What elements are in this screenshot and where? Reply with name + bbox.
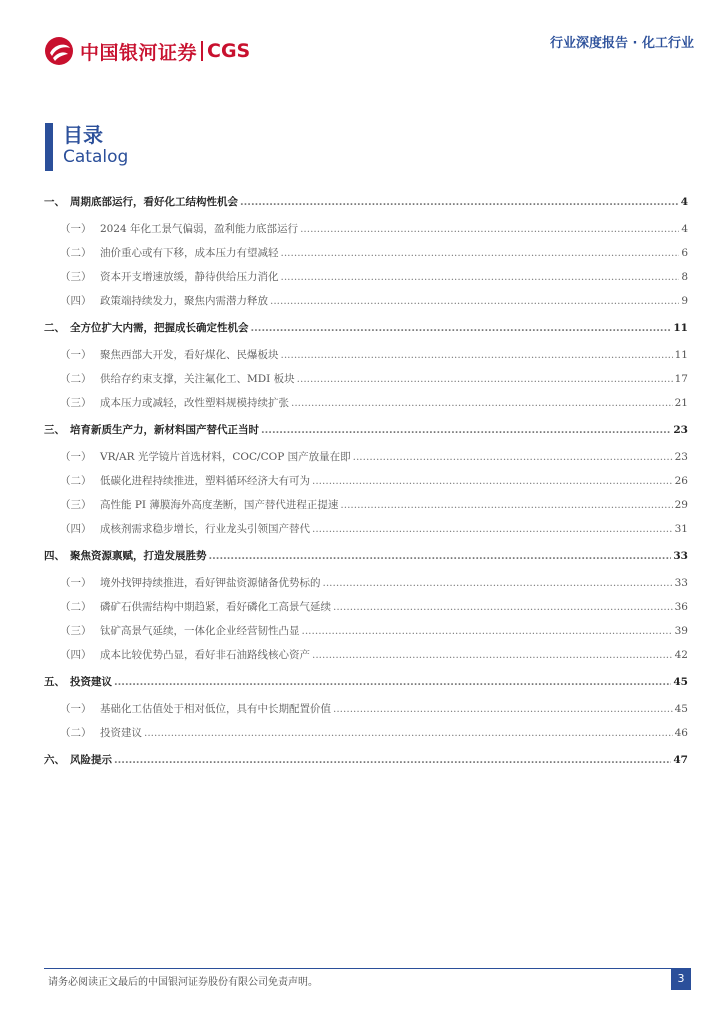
- toc-entry-page: 23: [673, 424, 688, 436]
- toc-entry-title: 周期底部运行，看好化工结构性机会: [70, 196, 238, 208]
- toc-dot-leader: [323, 572, 673, 594]
- toc-entry-number: （一）: [60, 451, 92, 463]
- brand-name-cn: 中国银河证券: [80, 41, 198, 64]
- toc-entry-title: 境外找钾持续推进，看好钾盐资源储备优势标的: [100, 577, 321, 589]
- toc-entry-number: （一）: [60, 703, 92, 715]
- toc-entry-title: 成本比较优势凸显，看好非石油路线核心资产: [100, 649, 310, 661]
- toc-entry-title: 基础化工估值处于相对低位，具有中长期配置价值: [100, 703, 331, 715]
- toc-entry-page: 23: [674, 451, 688, 463]
- toc-entry-title: 2024 年化工景气偏弱，盈利能力底部运行: [100, 223, 299, 235]
- brand-divider: [201, 41, 203, 61]
- toc-section-entry[interactable]: [44, 470, 688, 494]
- toc-entry-page: 6: [681, 247, 688, 259]
- toc-entry-page: 4: [680, 196, 688, 208]
- toc-dot-leader: [312, 644, 673, 666]
- toc-section-entry[interactable]: [44, 218, 688, 242]
- toc-dot-leader: [291, 392, 673, 414]
- toc-dot-leader: [240, 192, 679, 212]
- toc-entry-number: 四、: [44, 550, 65, 562]
- toc-section-entry[interactable]: [44, 698, 688, 722]
- toc-entry-number: 六、: [44, 754, 65, 766]
- toc-entry-page: 21: [674, 397, 688, 409]
- toc-entry-title: 钛矿高景气延续，一体化企业经营韧性凸显: [100, 625, 300, 637]
- footer-rule: [44, 968, 680, 969]
- toc-section-entry[interactable]: [44, 344, 688, 368]
- toc-entry-number: （四）: [60, 523, 92, 535]
- toc-section-entry[interactable]: [44, 392, 688, 416]
- toc-section-entry[interactable]: [44, 266, 688, 290]
- toc-dot-leader: [144, 722, 673, 744]
- cgs-logo-icon: [44, 36, 74, 66]
- toc-entry-title: 成本压力或减轻，改性塑料规模持续扩张: [100, 397, 289, 409]
- toc-entry-title: 低碳化进程持续推进，塑料循环经济大有可为: [100, 475, 310, 487]
- toc-entry-page: 29: [674, 499, 688, 511]
- toc-chapter-entry[interactable]: [44, 318, 688, 344]
- toc-entry-title: 风险提示: [70, 754, 112, 766]
- toc-entry-page: 11: [673, 322, 688, 334]
- toc-section-entry[interactable]: [44, 446, 688, 470]
- report-type-label: 行业深度报告 · 化工行业: [550, 36, 694, 51]
- toc-entry-title: 磷矿石供需结构中期趋紧，看好磷化工高景气延续: [100, 601, 331, 613]
- toc-section-entry[interactable]: [44, 290, 688, 314]
- toc-entry-title: 投资建议: [100, 727, 142, 739]
- table-of-contents: [44, 188, 688, 776]
- toc-section-entry[interactable]: [44, 242, 688, 266]
- toc-dot-leader: [114, 750, 671, 770]
- toc-entry-title: 资本开支增速放缓，静待供给压力消化: [100, 271, 279, 283]
- toc-entry-page: 47: [673, 754, 688, 766]
- toc-chapter-entry[interactable]: [44, 750, 688, 776]
- toc-entry-page: 11: [674, 349, 688, 361]
- toc-dot-leader: [209, 546, 672, 566]
- toc-entry-title: 高性能 PI 薄膜海外高度垄断，国产替代进程正提速: [100, 499, 339, 511]
- footer-disclaimer: 请务必阅读正文最后的中国银河证券股份有限公司免责声明。: [48, 977, 318, 988]
- toc-entry-number: （四）: [60, 649, 92, 661]
- toc-section-entry[interactable]: [44, 368, 688, 392]
- toc-entry-number: （三）: [60, 397, 92, 409]
- toc-entry-number: 五、: [44, 676, 65, 688]
- toc-dot-leader: [333, 596, 673, 618]
- toc-entry-number: （二）: [60, 475, 92, 487]
- toc-dot-leader: [297, 368, 673, 390]
- toc-entry-page: 33: [673, 550, 688, 562]
- toc-entry-number: （二）: [60, 727, 92, 739]
- toc-entry-page: 39: [674, 625, 688, 637]
- toc-entry-number: （二）: [60, 601, 92, 613]
- toc-entry-title: 聚焦西部大开发，看好煤化、民爆板块: [100, 349, 279, 361]
- toc-dot-leader: [270, 290, 679, 312]
- toc-entry-page: 31: [674, 523, 688, 535]
- toc-entry-page: 46: [674, 727, 688, 739]
- toc-entry-title: 培育新质生产力，新材料国产替代正当时: [70, 424, 259, 436]
- toc-chapter-entry[interactable]: [44, 672, 688, 698]
- toc-entry-page: 9: [681, 295, 688, 307]
- toc-entry-number: （四）: [60, 295, 92, 307]
- toc-entry-number: （二）: [60, 247, 92, 259]
- toc-chapter-entry[interactable]: [44, 546, 688, 572]
- toc-entry-number: 二、: [44, 322, 65, 334]
- catalog-title-cn: 目录: [63, 123, 103, 147]
- toc-section-entry[interactable]: [44, 722, 688, 746]
- toc-entry-number: 一、: [44, 196, 65, 208]
- toc-dot-leader: [281, 344, 673, 366]
- toc-chapter-entry[interactable]: [44, 192, 688, 218]
- toc-dot-leader: [261, 420, 671, 440]
- toc-dot-leader: [300, 218, 679, 240]
- toc-dot-leader: [114, 672, 671, 692]
- toc-section-entry[interactable]: [44, 596, 688, 620]
- toc-entry-title: 投资建议: [70, 676, 112, 688]
- toc-entry-page: 4: [681, 223, 688, 235]
- toc-entry-page: 17: [674, 373, 688, 385]
- toc-entry-number: （三）: [60, 271, 92, 283]
- toc-section-entry[interactable]: [44, 620, 688, 644]
- toc-entry-title: 聚焦资源禀赋，打造发展胜势: [70, 550, 207, 562]
- toc-entry-title: 油价重心或有下移，成本压力有望减轻: [100, 247, 279, 259]
- toc-dot-leader: [340, 494, 672, 516]
- toc-dot-leader: [333, 698, 673, 720]
- toc-entry-page: 45: [674, 703, 688, 715]
- title-accent-bar: [45, 123, 53, 171]
- toc-section-entry[interactable]: [44, 644, 688, 668]
- page-number-badge: 3: [671, 968, 691, 990]
- toc-entry-number: （三）: [60, 499, 92, 511]
- toc-entry-page: 45: [673, 676, 688, 688]
- toc-section-entry[interactable]: [44, 494, 688, 518]
- toc-section-entry[interactable]: [44, 518, 688, 542]
- page-header: [0, 0, 724, 80]
- toc-entry-page: 42: [674, 649, 688, 661]
- toc-entry-page: 33: [674, 577, 688, 589]
- cgs-logo: [44, 34, 250, 68]
- toc-entry-number: （三）: [60, 625, 92, 637]
- toc-entry-page: 8: [681, 271, 688, 283]
- toc-section-entry[interactable]: [44, 572, 688, 596]
- toc-dot-leader: [312, 470, 673, 492]
- toc-dot-leader: [281, 242, 680, 264]
- toc-dot-leader: [312, 518, 673, 540]
- catalog-title-en: Catalog: [63, 147, 129, 167]
- brand-name-en: CGS: [207, 40, 251, 62]
- toc-entry-title: 政策端持续发力，聚焦内需潜力释放: [100, 295, 268, 307]
- toc-chapter-entry[interactable]: [44, 420, 688, 446]
- toc-entry-page: 36: [674, 601, 688, 613]
- toc-entry-title: 供给存约束支撑，关注氟化工、MDI 板块: [100, 373, 295, 385]
- toc-entry-number: （一）: [60, 223, 92, 235]
- toc-entry-number: 三、: [44, 424, 65, 436]
- toc-entry-number: （一）: [60, 577, 92, 589]
- toc-entry-number: （二）: [60, 373, 92, 385]
- toc-entry-number: （一）: [60, 349, 92, 361]
- toc-dot-leader: [353, 446, 673, 468]
- toc-entry-title: 全方位扩大内需，把握成长确定性机会: [70, 322, 249, 334]
- toc-dot-leader: [251, 318, 672, 338]
- toc-entry-title: 成核剂需求稳步增长，行业龙头引领国产替代: [100, 523, 310, 535]
- toc-dot-leader: [302, 620, 673, 642]
- toc-entry-page: 26: [674, 475, 688, 487]
- toc-dot-leader: [281, 266, 680, 288]
- toc-entry-title: VR/AR 光学镜片首选材料，COC/COP 国产放量在即: [100, 451, 351, 463]
